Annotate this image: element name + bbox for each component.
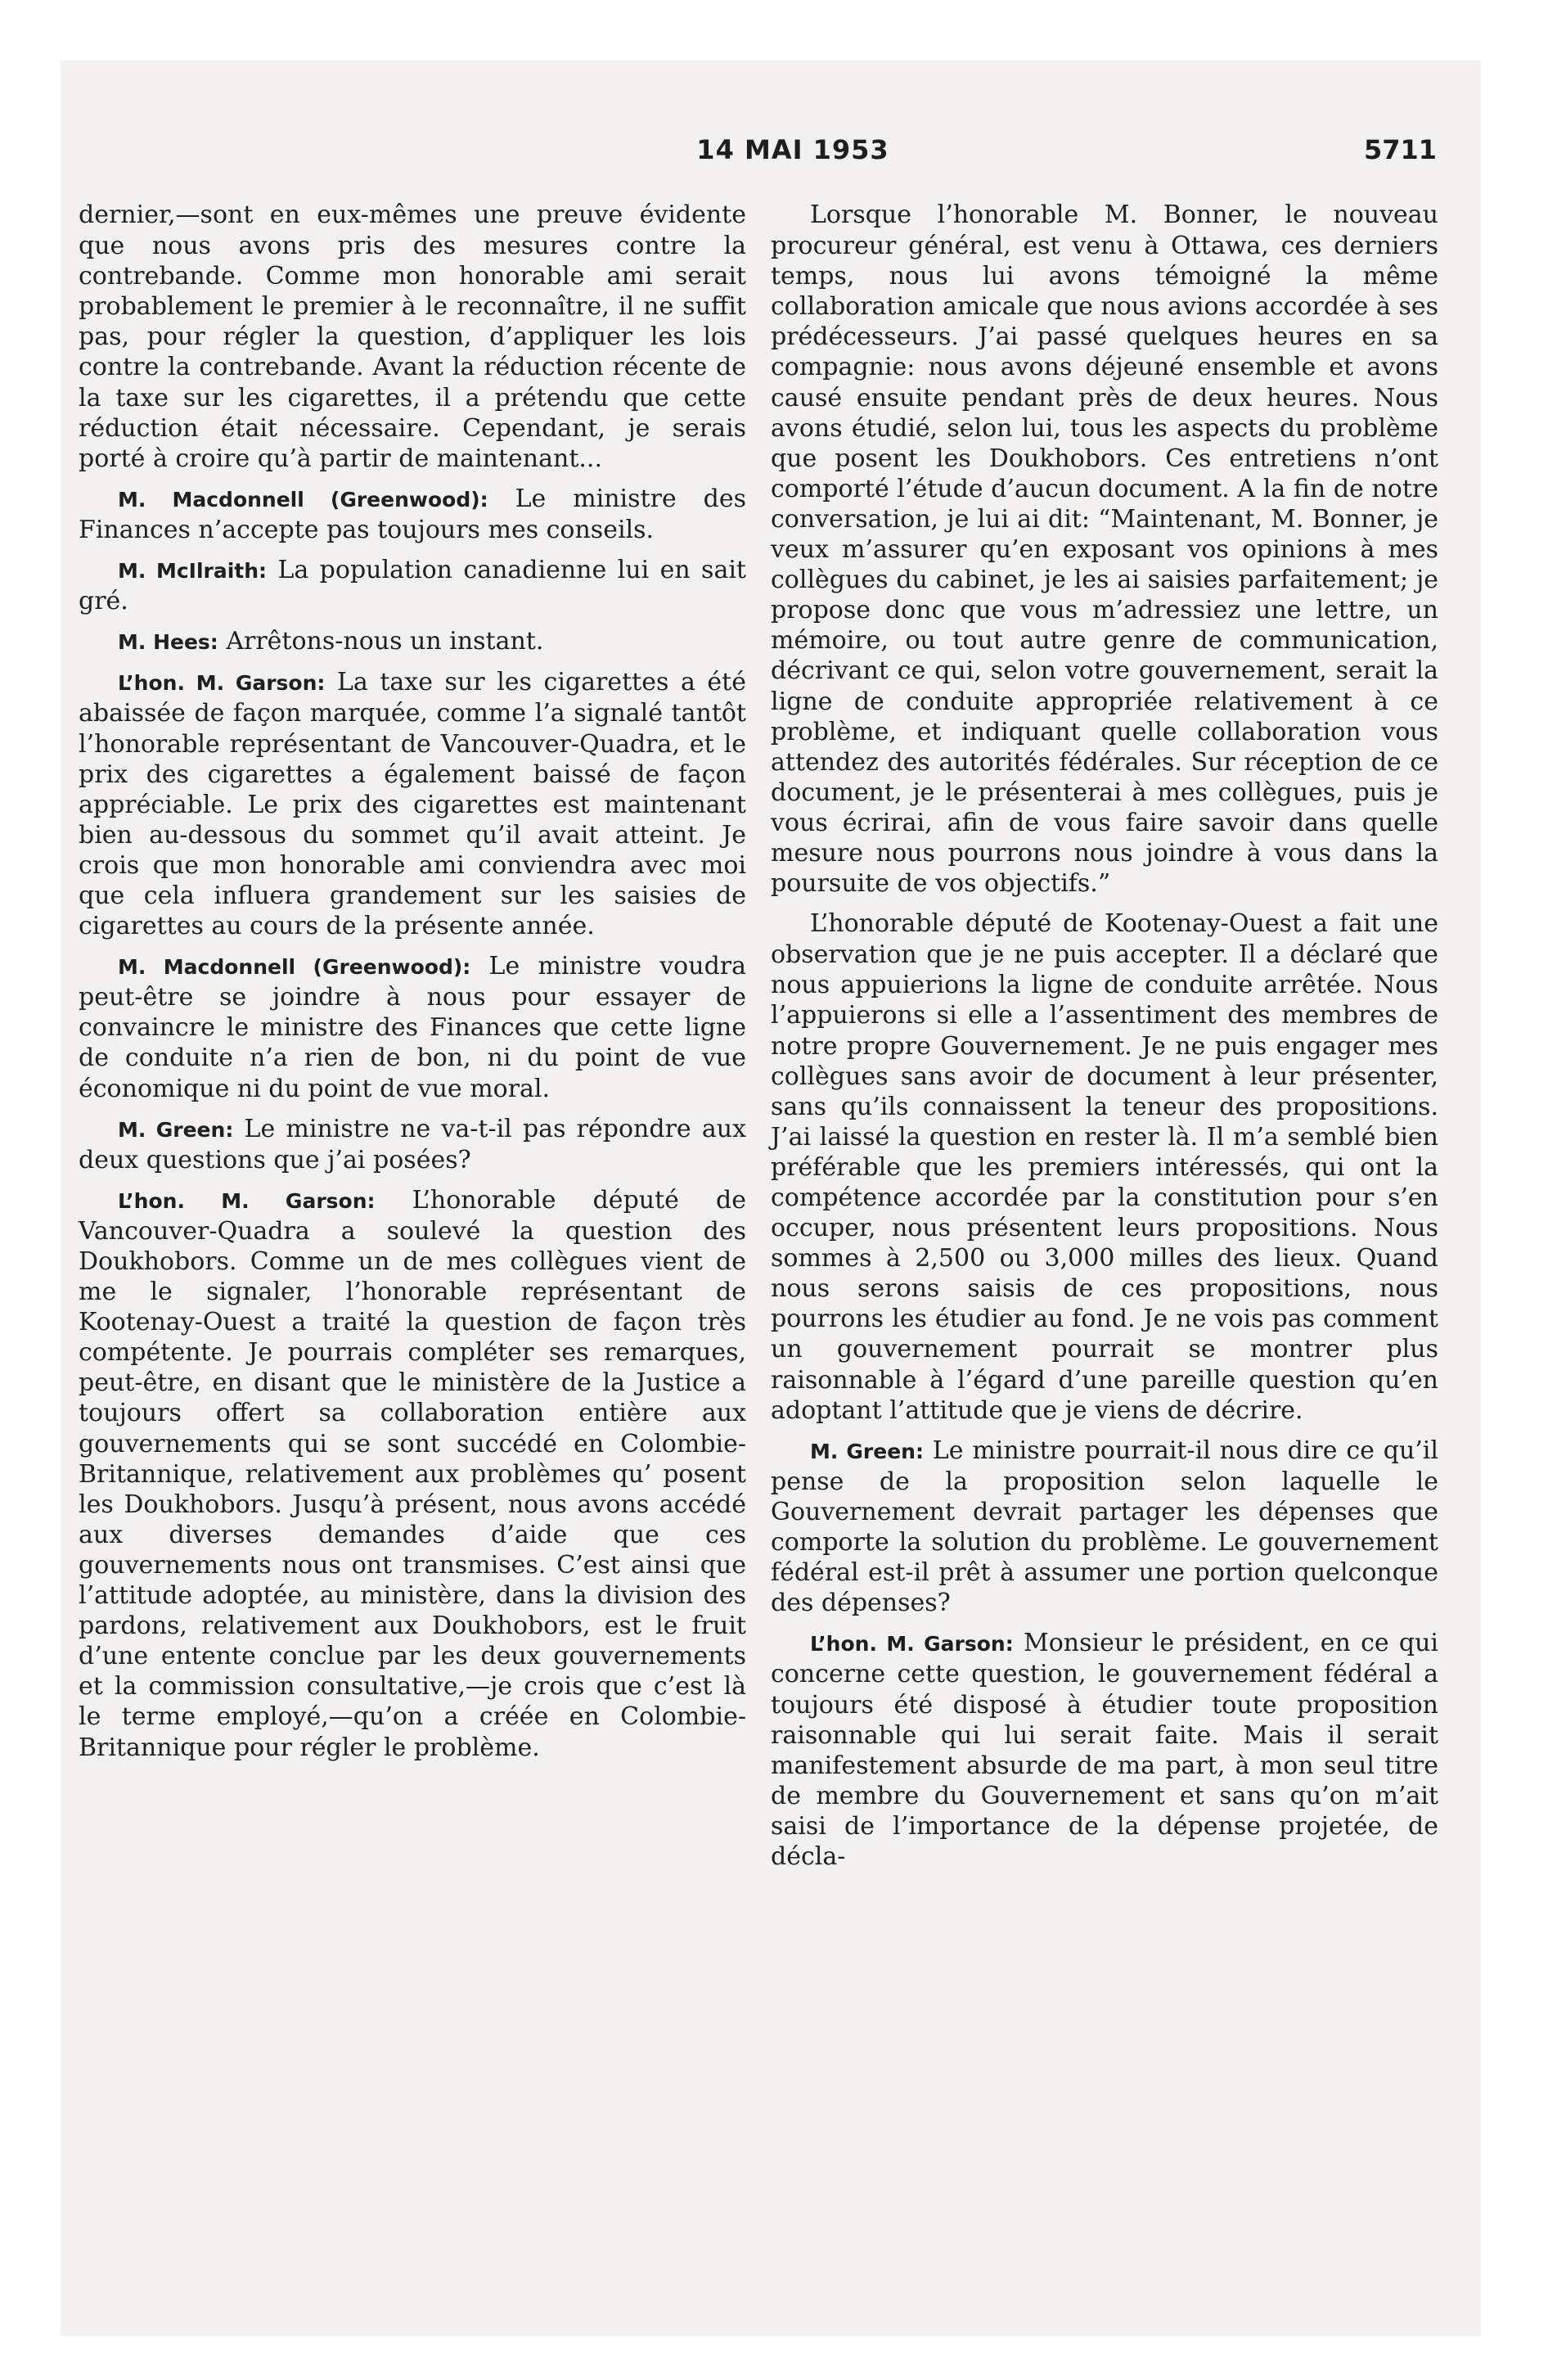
- paragraph-text: Monsieur le président, en ce qui concerne cette question, le gouvernement fédéral a toujours été disposé à étudier toute proposition raisonnable qui lui serait faite. Mais il serait manifestement absurde de ma part, à mon seul titre de membre du Gouvernement et sans qu’on m’ait saisi de l’importance de la dépense projetée, de décla-: [771, 1629, 1438, 1871]
- paragraph: [771, 1436, 1438, 1619]
- paragraph-text: Lorsque l’honorable M. Bonner, le nouveau procureur général, est venu à Ottawa, ces derniers temps, nous lui avons témoigné la même collaboration amicale que nous avions accordée à ses prédécesseurs. J’ai passé quelques heures en sa compagnie: nous avons déjeuné ensemble et avons causé ensuite pendant près de deux heures. Nous avons étudié, selon lui, tous les aspects du problème que posent les Doukhobors. Ces entretiens n’ont comporté l’étude d’aucun document. A la fin de notre conversation, je lui ai dit: “Maintenant, M. Bonner, je veux m’assurer qu’en exposant vos opinions à mes collègues du cabinet, je les ai saisies parfaitement; je propose donc que vous m’adressiez une lettre, un mémoire, ou tout autre genre de communication, décrivant ce qui, selon votre gouvernement, serait la ligne de conduite appropriée relativement à ce problème, et indiquant quelle collaboration vous attendez des autorités fédérales. Sur réception de ce document, je le présenterai à mes collègues, puis je vous écrirai, afin de vous faire savoir dans quelle mesure nous pourrons nous joindre à vous dans la poursuite de vos objectifs.”: [771, 201, 1438, 899]
- paragraph-text: Le ministre pourrait-il nous dire ce qu’il pense de la proposition selon laquelle le Gouvernement devrait partager les dépenses que comporte la solution du problème. Le gouvernement fédéral est-il prêt à assumer une portion quelconque des dépenses?: [771, 1436, 1438, 1618]
- page-header: [61, 61, 1481, 183]
- speaker-name: M. Macdonnell (Greenwood):: [118, 955, 471, 980]
- paragraph: [79, 200, 746, 474]
- speaker-name: M. Macdonnell (Greenwood):: [118, 487, 488, 512]
- paragraph-text: La population canadienne lui en sait gré.: [79, 556, 746, 616]
- paragraph: [771, 200, 1438, 899]
- speaker-name: M. Hees:: [118, 630, 218, 655]
- header-date: 14 MAI 1953: [696, 134, 889, 165]
- speaker-name: L’hon. M. Garson:: [118, 671, 326, 696]
- speaker-name: L’hon. M. Garson:: [810, 1632, 1014, 1657]
- paragraph-text: La taxe sur les cigarettes a été abaissée de façon marquée, comme l’a signalé tantôt l’honorable représentant de Vancouver-Quadra, et le prix des cigarettes a également baissé de façon appréciable. Le prix des cigarettes est maintenant bien au-dessous du sommet qu’il avait atteint. Je crois que mon honorable ami conviendra avec moi que cela influera grandement sur les saisies de cigarettes au cours de la présente année.: [79, 668, 746, 941]
- paragraph: [79, 484, 746, 545]
- paragraph-text: dernier,—sont en eux-mêmes une preuve évidente que nous avons pris des mesures contre la contrebande. Comme mon honorable ami serait probablement le premier à le reconnaître, il ne suffit pas, pour régler la question, d’appliquer les lois contre la contrebande. Avant la réduction récente de la taxe sur les cigarettes, il a prétendu que cette réduction était nécessaire. Cependant, je serais porté à croire qu’à partir de maintenant...: [79, 201, 746, 473]
- paragraph-text: Arrêtons-nous un instant.: [218, 627, 544, 656]
- paragraph: [79, 626, 746, 657]
- paragraph: [771, 908, 1438, 1426]
- speaker-name: M. Green:: [118, 1117, 234, 1142]
- paragraph: [79, 667, 746, 941]
- paragraph-text: Le ministre ne va-t-il pas répondre aux deux questions que j’ai posées?: [79, 1114, 746, 1174]
- paragraph-text: Le ministre voudra peut-être se joindre à nous pour essayer de convaincre le ministre des Finances que cette ligne de conduite n’a rien de bon, ni du point de vue économique ni du point de vue moral.: [79, 952, 746, 1103]
- right-column: [771, 200, 1438, 1882]
- speaker-name: M. McIlraith:: [118, 559, 268, 584]
- left-column: [79, 200, 746, 1773]
- paragraph-text: L’honorable député de Kootenay-Ouest a fait une observation que je ne puis accepter. Il a déclaré que nous appuierions la ligne de conduite arrêtée. Nous l’appuierons si elle a l’assentiment des membres de notre propre Gouvernement. Je ne puis engager mes collègues sans avoir de document à leur présenter, sans qu’ils connaissent la teneur des propositions. J’ai laissé la question en rester là. Il m’a semblé bien préférable que les premiers intéressés, qui ont la compétence accordée par la constitution pour s’en occuper, nous présentent leurs propositions. Nous sommes à 2,500 ou 3,000 milles des lieux. Quand nous serons saisis de ces propositions, nous pourrons les étudier au fond. Je ne vois pas comment un gouvernement pourrait se montrer plus raisonnable à l’égard d’une pareille question qu’en adoptant l’attitude que je viens de décrire.: [771, 909, 1438, 1425]
- paragraph: [79, 555, 746, 616]
- paragraph: [79, 951, 746, 1103]
- paragraph: [79, 1114, 746, 1175]
- speaker-name: L’hon. M. Garson:: [118, 1188, 376, 1213]
- page-number: 5711: [1363, 134, 1437, 165]
- paragraph-text: L’honorable député de Vancouver-Quadra a soulevé la question des Doukhobors. Comme un de mes collègues vient de me le signaler, l’honorable représentant de Kootenay-Ouest a traité la question de façon très compétente. Je pourrais compléter ses remarques, peut-être, en disant que le ministère de la Justice a toujours offert sa collaboration entière aux gouvernements qui se sont succédé en Colombie-Britannique, relativement aux problèmes qu’ posent les Doukhobors. Jusqu’à présent, nous avons accédé aux diverses demandes d’aide que ces gouvernements nous ont transmises. C’est ainsi que l’attitude adoptée, au ministère, dans la division des pardons, relativement aux Doukhobors, est le fruit d’une entente conclue par les deux gouvernements et la commission consultative,—je crois que c’est là le terme employé,—qu’on a créée en Colombie-Britannique pour régler le problème.: [79, 1185, 746, 1762]
- paragraph-text: Le ministre des Finances n’accepte pas toujours mes conseils.: [79, 484, 746, 544]
- speaker-name: M. Green:: [810, 1439, 924, 1463]
- paragraph: [771, 1628, 1438, 1872]
- page-sheet: [61, 61, 1481, 2336]
- paragraph: [79, 1185, 746, 1763]
